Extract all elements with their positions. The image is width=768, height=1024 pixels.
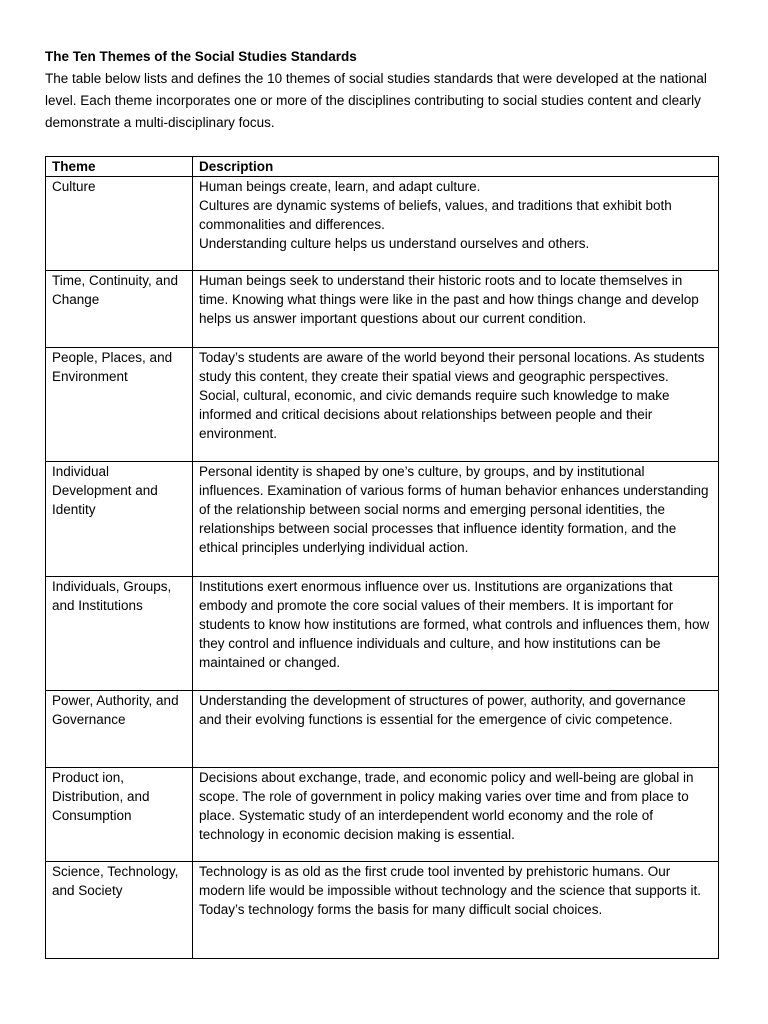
table-row bbox=[46, 271, 719, 348]
themes-table bbox=[45, 156, 719, 959]
theme-cell: Time, Continuity, and Change bbox=[46, 271, 193, 348]
description-line: Cultures are dynamic systems of beliefs, values, and traditions that exhibit both commonalities and differences. bbox=[199, 198, 672, 232]
table-row bbox=[46, 577, 719, 691]
theme-cell: People, Places, and Environment bbox=[46, 348, 193, 462]
theme-cell: Culture bbox=[46, 177, 193, 271]
description-cell bbox=[193, 177, 719, 271]
table-header-row bbox=[46, 157, 719, 177]
table-row bbox=[46, 862, 719, 959]
theme-cell: Individual Development and Identity bbox=[46, 462, 193, 577]
theme-cell: Science, Technology, and Society bbox=[46, 862, 193, 959]
description-cell: Human beings seek to understand their historic roots and to locate themselves in time. Knowing what things were like in the past and how things change and develop helps us answer important questions about our current condition. bbox=[193, 271, 719, 348]
theme-cell: Power, Authority, and Governance bbox=[46, 691, 193, 768]
description-cell: Technology is as old as the first crude tool invented by prehistoric humans. Our modern life would be impossible without technology and the science that supports it. Today’s technology forms the basis for many difficult social choices. bbox=[193, 862, 719, 959]
theme-column-header: Theme bbox=[46, 157, 193, 177]
description-cell: Institutions exert enormous influence over us. Institutions are organizations that embody and promote the core social values of their members. It is important for students to know how institutions are formed, what controls and influences them, how they control and influence individuals and culture, and how institutions can be maintained or changed. bbox=[193, 577, 719, 691]
intro-paragraph: The table below lists and defines the 10 themes of social studies standards that were developed at the national level. Each theme incorporates one or more of the disciplines contributing to social studies content and clearly demonstrate a multi-disciplinary focus. bbox=[45, 71, 707, 130]
theme-cell: Product ion, Distribution, and Consumption bbox=[46, 768, 193, 862]
description-cell: Understanding the development of structures of power, authority, and governance and their evolving functions is essential for the emergence of civic competence. bbox=[193, 691, 719, 768]
table-row bbox=[46, 348, 719, 462]
theme-cell: Individuals, Groups, and Institutions bbox=[46, 577, 193, 691]
description-cell: Today’s students are aware of the world beyond their personal locations. As students study this content, they create their spatial views and geographic perspectives. Social, cultural, economic, and civic demands require such knowledge to make informed and critical decisions about relationships between people and their environment. bbox=[193, 348, 719, 462]
table-row bbox=[46, 691, 719, 768]
document-title: The Ten Themes of the Social Studies Standards bbox=[45, 49, 357, 64]
description-cell: Personal identity is shaped by one’s culture, by groups, and by institutional influences. Examination of various forms of human behavior enhances understanding of the relationship between social norms and emerging personal identities, the relationships between social processes that influence identity formation, and the ethical principles underlying individual action. bbox=[193, 462, 719, 577]
table-row bbox=[46, 462, 719, 577]
description-line: Understanding culture helps us understand ourselves and others. bbox=[199, 236, 590, 251]
description-line: Human beings create, learn, and adapt culture. bbox=[199, 179, 481, 194]
table-row bbox=[46, 768, 719, 862]
description-cell: Decisions about exchange, trade, and economic policy and well-being are global in scope. The role of government in policy making varies over time and from place to place. Systematic study of an interdependent world economy and the role of technology in economic decision making is essential. bbox=[193, 768, 719, 862]
table-row bbox=[46, 177, 719, 271]
description-column-header: Description bbox=[193, 157, 719, 177]
